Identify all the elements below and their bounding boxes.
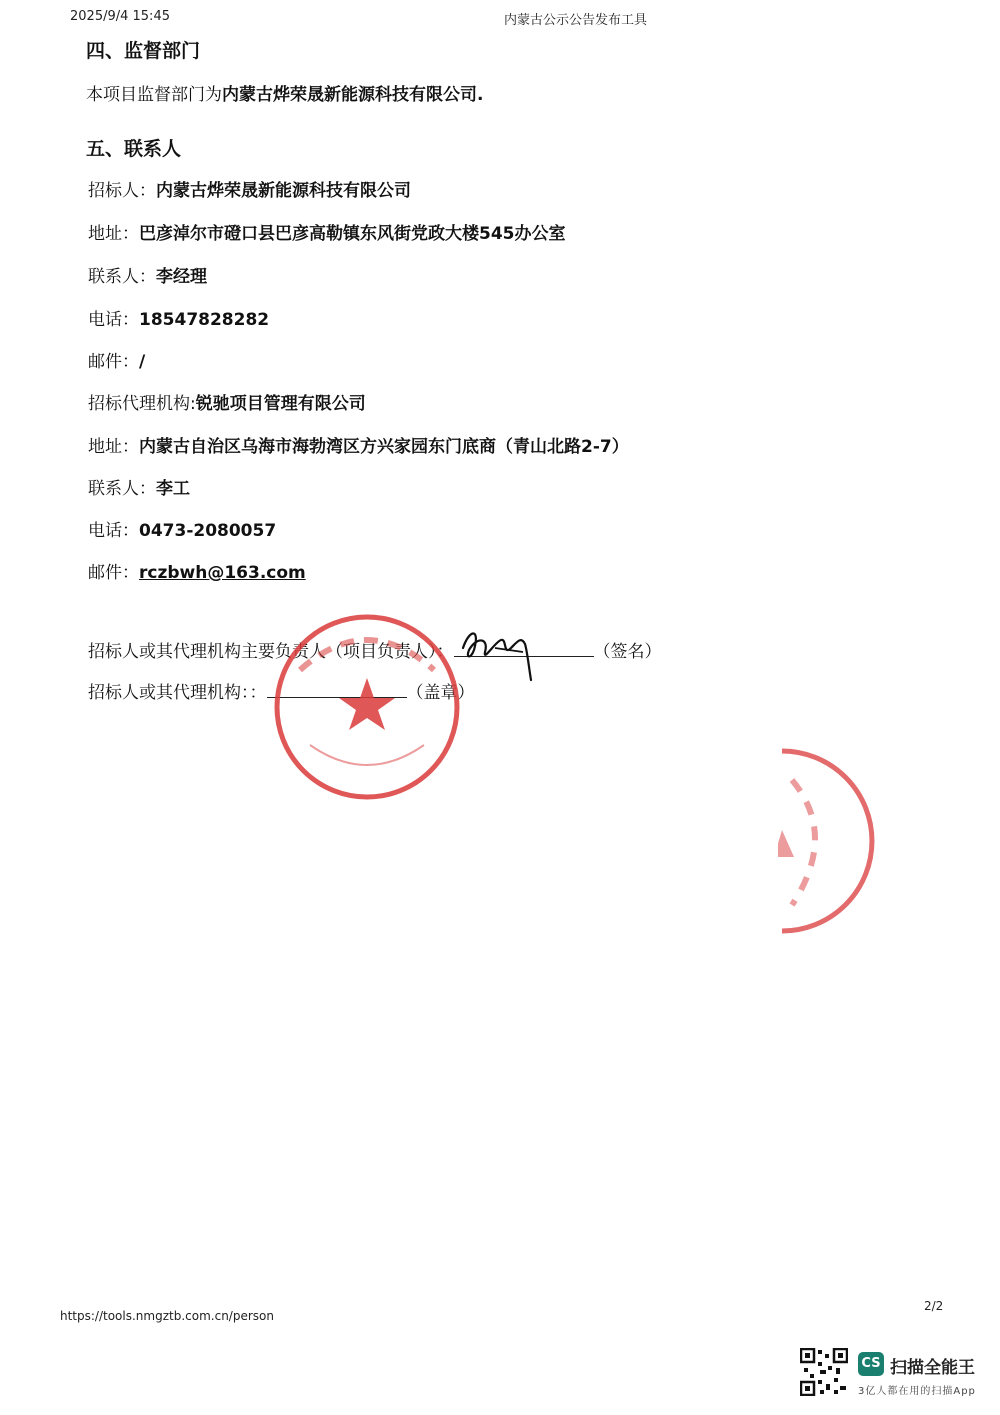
partial-seal bbox=[778, 745, 878, 940]
email2-row bbox=[88, 558, 306, 583]
contact2-row bbox=[88, 474, 190, 499]
section5-heading: 五、联系人 bbox=[86, 138, 182, 160]
address1-value: 巴彦淖尔市磴口县巴彦高勒镇东风街党政大楼545办公室 bbox=[139, 224, 566, 244]
signature-person-label: 招标人或其代理机构主要负责人（项目负责人）： bbox=[88, 642, 454, 662]
footer-url[interactable]: https://tools.nmgztb.com.cn/person bbox=[60, 1309, 274, 1323]
tenderer-value: 内蒙古烨荣晟新能源科技有限公司 bbox=[156, 181, 411, 201]
email2-value[interactable]: rczbwh@163.com bbox=[139, 563, 306, 583]
agency-value: 锐驰项目管理有限公司 bbox=[195, 394, 366, 414]
signature-org-suffix: （盖章） bbox=[406, 683, 475, 703]
phone1-value: 18547828282 bbox=[139, 310, 270, 330]
section4-text-org: 内蒙古烨荣晟新能源科技有限公司. bbox=[222, 85, 484, 105]
section4-text bbox=[86, 80, 483, 105]
phone1-row bbox=[88, 305, 269, 330]
section4-heading: 四、监督部门 bbox=[86, 40, 201, 62]
contact2-value: 李工 bbox=[156, 479, 190, 499]
address1-label: 地址： bbox=[88, 224, 139, 244]
agency-row bbox=[88, 389, 366, 414]
company-seal bbox=[270, 610, 464, 804]
phone1-label: 电话： bbox=[88, 310, 139, 330]
handwritten-signature bbox=[455, 618, 545, 688]
tenderer-row bbox=[88, 176, 411, 201]
phone2-value: 0473-2080057 bbox=[139, 521, 277, 541]
phone2-row bbox=[88, 516, 276, 541]
email1-value: / bbox=[139, 352, 146, 372]
signature-org-label: 招标人或其代理机构：： bbox=[88, 683, 267, 703]
address2-value: 内蒙古自治区乌海市海勃湾区方兴家园东门底商（青山北路2-7） bbox=[139, 437, 629, 457]
print-datetime: 2025/9/4 15:45 bbox=[70, 9, 170, 24]
tenderer-label: 招标人： bbox=[88, 181, 156, 201]
print-title: 内蒙古公示公告发布工具 bbox=[504, 13, 648, 28]
contact1-label: 联系人： bbox=[88, 267, 156, 287]
contact1-row bbox=[88, 262, 207, 287]
address2-label: 地址： bbox=[88, 437, 139, 457]
phone2-label: 电话： bbox=[88, 521, 139, 541]
contact2-label: 联系人： bbox=[88, 479, 156, 499]
address2-row bbox=[88, 432, 629, 457]
scanner-app-name: 扫描全能王 bbox=[890, 1358, 975, 1378]
contact1-value: 李经理 bbox=[156, 267, 207, 287]
email1-label: 邮件： bbox=[88, 352, 139, 372]
qr-code-icon bbox=[800, 1348, 848, 1396]
signature-person-suffix: （签名） bbox=[593, 642, 662, 662]
email2-label: 邮件： bbox=[88, 563, 139, 583]
camscanner-logo-icon: CS bbox=[858, 1352, 884, 1376]
email1-row bbox=[88, 347, 145, 372]
scanner-tagline: 3亿人都在用的扫描App bbox=[858, 1386, 976, 1397]
address1-row bbox=[88, 219, 566, 244]
agency-label: 招标代理机构: bbox=[88, 394, 196, 414]
section4-text-prefix: 本项目监督部门为 bbox=[86, 85, 222, 105]
page-number: 2/2 bbox=[924, 1299, 944, 1313]
